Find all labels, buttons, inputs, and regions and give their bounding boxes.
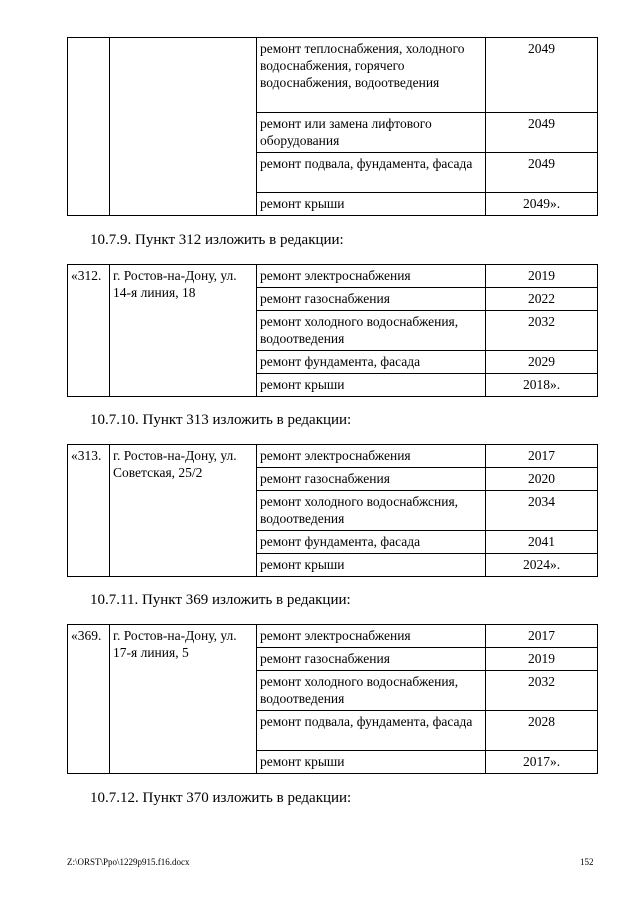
work-cell: ремонт холодного водоснабжсния, водоотведения (257, 491, 486, 531)
year-cell: 2034 (486, 491, 598, 531)
footer-file-path: Z:\ORST\Ppo\1229p915.f16.docx (67, 857, 190, 867)
item-number: «313. (68, 445, 110, 577)
section-heading: 10.7.11. Пункт 369 изложить в редакции: (90, 592, 351, 608)
year-cell: 2018». (486, 374, 598, 397)
year-cell: 2019 (486, 265, 598, 288)
year-cell: 2019 (486, 648, 598, 671)
section-heading: 10.7.12. Пункт 370 изложить в редакции: (90, 790, 352, 806)
work-cell: ремонт фундамента, фасада (257, 351, 486, 374)
year-cell: 2032 (486, 311, 598, 351)
work-cell: ремонт электроснабжения (257, 265, 486, 288)
year-cell: 2020 (486, 468, 598, 491)
item-number: «312. (68, 265, 110, 397)
work-cell: ремонт фундамента, фасада (257, 531, 486, 554)
number-cell (68, 38, 110, 216)
work-cell: ремонт подвала, фундамента, фасада (257, 711, 486, 751)
year-cell: 2049». (486, 193, 598, 216)
work-cell: ремонт холодного водоснабжения, водоотведения (257, 671, 486, 711)
year-cell: 2022 (486, 288, 598, 311)
year-cell: 2032 (486, 671, 598, 711)
work-cell: ремонт электроснабжения (257, 445, 486, 468)
work-cell: ремонт крыши (257, 374, 486, 397)
address-cell: г. Ростов-на-Дону, ул. 17-я линия, 5 (110, 625, 257, 774)
year-cell: 2017 (486, 445, 598, 468)
work-cell: ремонт крыши (257, 751, 486, 774)
work-cell: ремонт или замена лифтового оборудования (257, 113, 486, 153)
year-cell: 2017». (486, 751, 598, 774)
table-row (68, 38, 598, 113)
table-row (68, 265, 598, 288)
address-table (67, 624, 598, 774)
work-cell: ремонт газоснабжения (257, 468, 486, 491)
year-cell: 2049 (486, 153, 598, 193)
year-cell: 2028 (486, 711, 598, 751)
address-cell: г. Ростов-на-Дону, ул. 14-я линия, 18 (110, 265, 257, 397)
work-cell: ремонт электроснабжения (257, 625, 486, 648)
year-cell: 2041 (486, 531, 598, 554)
work-cell: ремонт крыши (257, 193, 486, 216)
address-cell: г. Ростов-на-Дону, ул. Советская, 25/2 (110, 445, 257, 577)
address-table (67, 444, 598, 577)
work-cell: ремонт подвала, фундамента, фасада (257, 153, 486, 193)
address-cell (110, 38, 257, 216)
section-heading: 10.7.10. Пункт 313 изложить в редакции: (90, 412, 352, 428)
table-row (68, 445, 598, 468)
year-cell: 2049 (486, 38, 598, 113)
work-cell: ремонт газоснабжения (257, 288, 486, 311)
section-heading: 10.7.9. Пункт 312 изложить в редакции: (90, 232, 344, 248)
item-number: «369. (68, 625, 110, 774)
year-cell: 2049 (486, 113, 598, 153)
table-row (68, 625, 598, 648)
work-cell: ремонт газоснабжения (257, 648, 486, 671)
work-cell: ремонт холодного водоснабжения, водоотведения (257, 311, 486, 351)
address-table (67, 264, 598, 397)
year-cell: 2017 (486, 625, 598, 648)
continuation-table (67, 37, 598, 216)
year-cell: 2024». (486, 554, 598, 577)
page-number: 152 (580, 857, 594, 867)
year-cell: 2029 (486, 351, 598, 374)
work-cell: ремонт крыши (257, 554, 486, 577)
work-cell: ремонт теплоснабжения, холодного водоснабжения, горячего водоснабжения, водоотведения (257, 38, 486, 113)
